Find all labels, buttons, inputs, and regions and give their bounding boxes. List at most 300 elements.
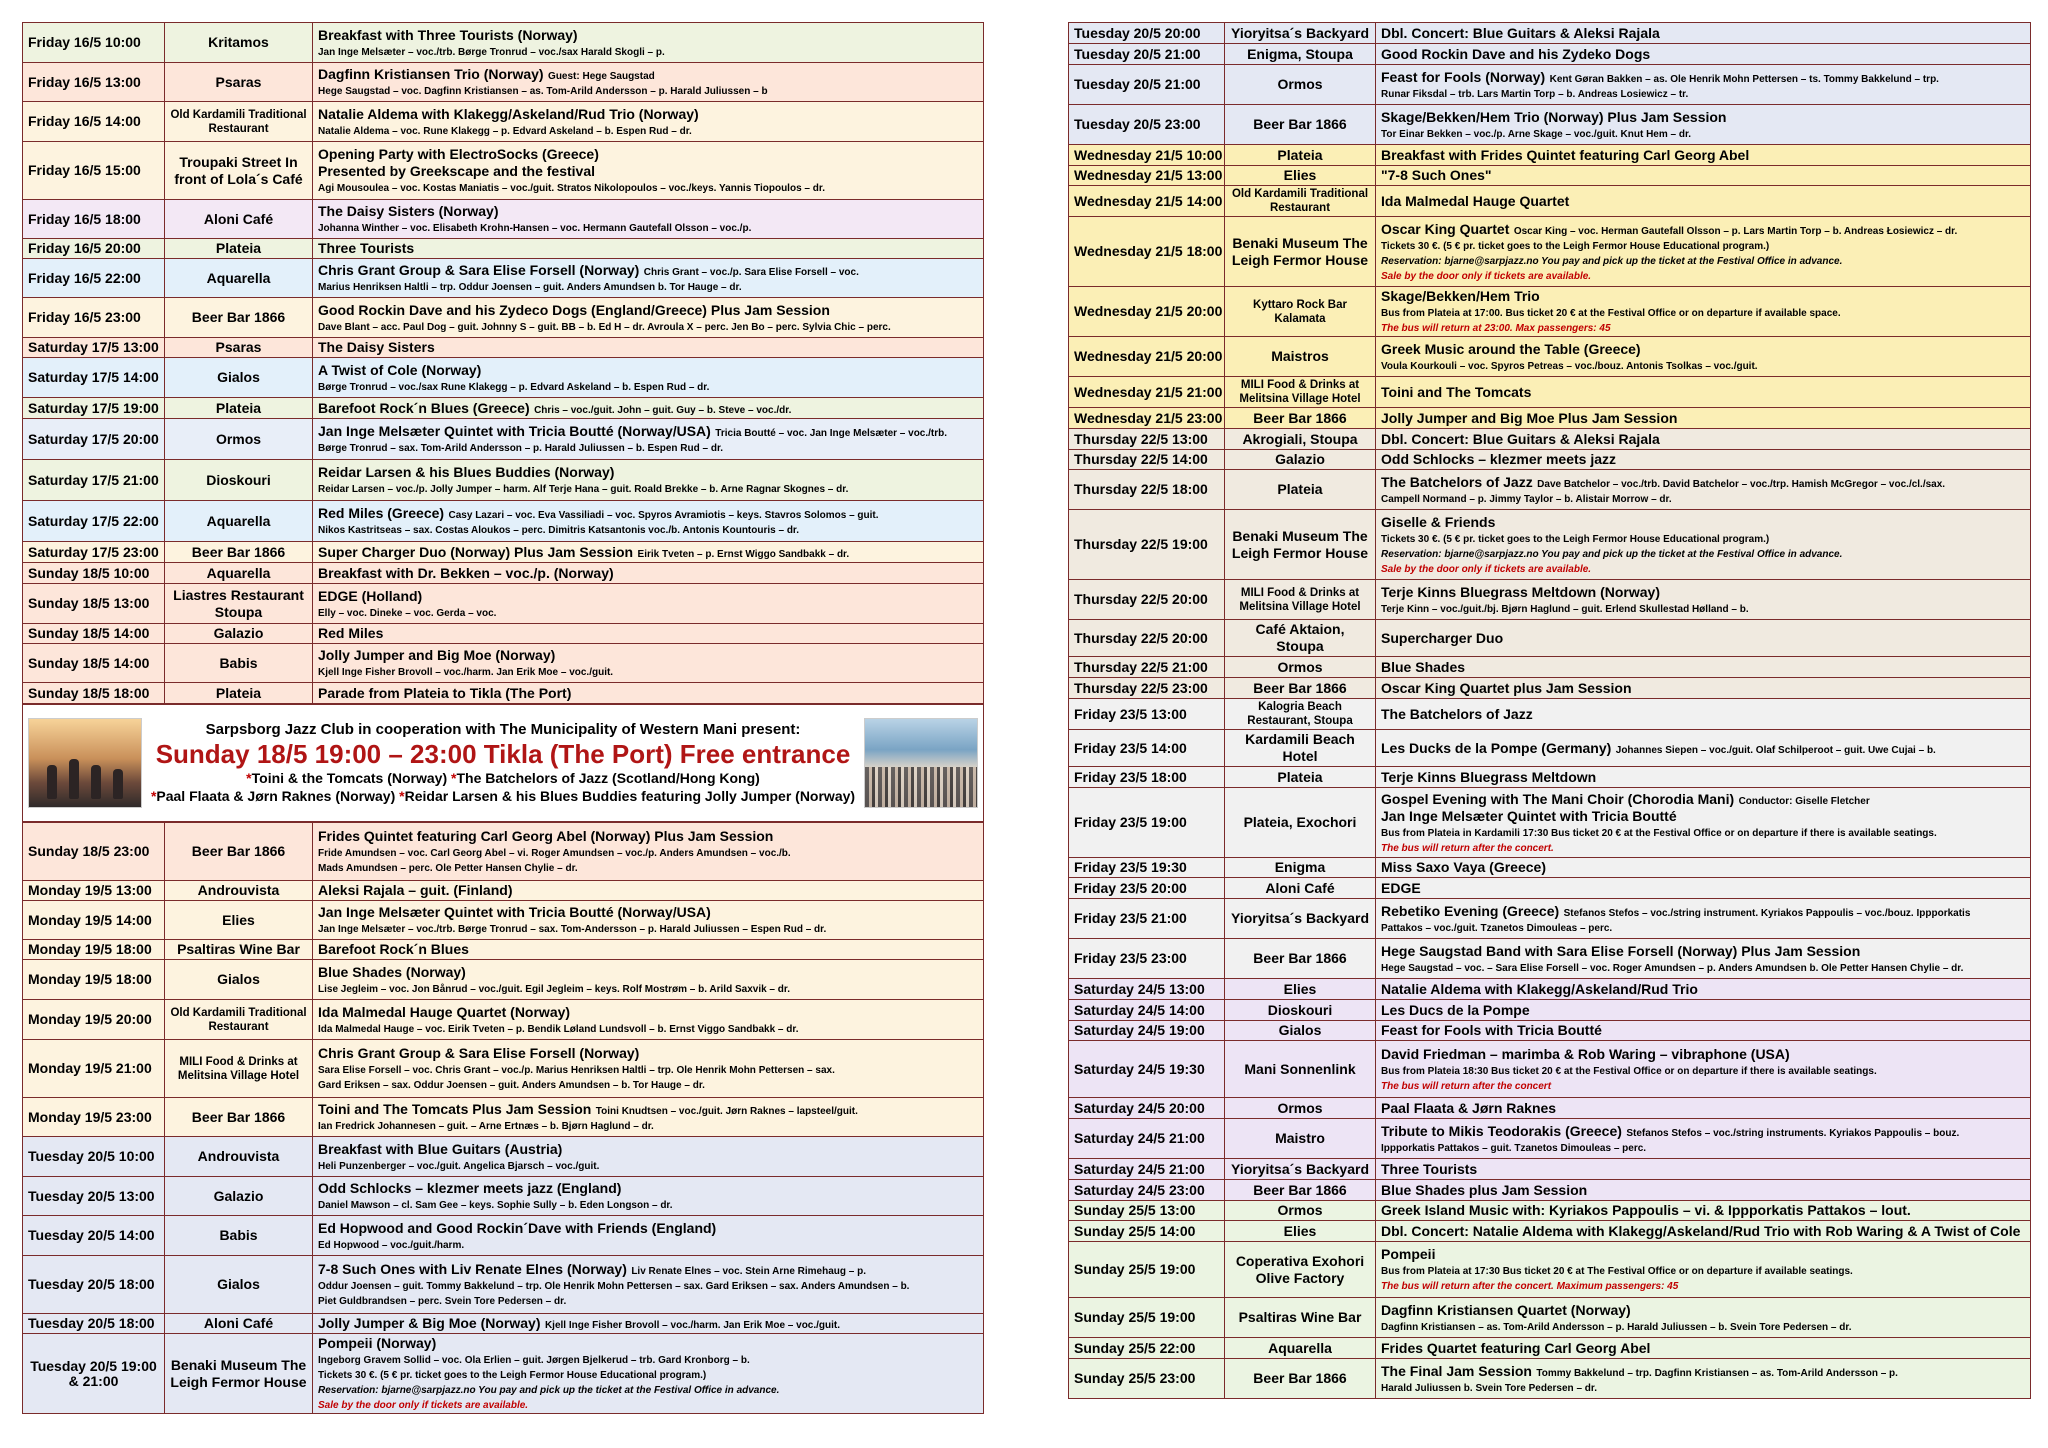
schedule-row <box>23 901 984 940</box>
act-title: Good Rockin Dave and his Zydeko Dogs <box>1381 45 1651 62</box>
schedule-row <box>1069 1098 2031 1119</box>
schedule-row <box>1069 1242 2031 1298</box>
row-act <box>1376 23 2031 44</box>
row-datetime: Sunday 18/5 14:00 <box>23 624 165 644</box>
act-title: Skage/Bekken/Hem Trio (Norway) Plus Jam Session <box>1381 108 1727 125</box>
row-venue: Akrogiali, Stoupa <box>1225 429 1376 450</box>
row-act <box>1376 1201 2031 1221</box>
schedule-row <box>23 823 984 881</box>
act-title: Oscar King Quartet plus Jam Session <box>1381 679 1632 696</box>
row-venue: Elies <box>1225 1221 1376 1242</box>
row-act <box>1376 620 2031 657</box>
row-venue: Plateia <box>165 398 313 419</box>
act-title: Red Miles <box>318 625 384 641</box>
act-details: Sara Elise Forsell – voc. Chris Grant – voc./p. Marius Henriksen Haltli – trp. Ole Henrik Mohn Pettersen – sax. <box>318 1065 835 1076</box>
row-datetime: Thursday 22/5 13:00 <box>1069 429 1225 450</box>
row-venue: Kritamos <box>165 23 313 63</box>
row-act <box>1376 730 2031 767</box>
row-venue: Gialos <box>165 1256 313 1314</box>
row-act <box>1376 166 2031 186</box>
act-details: Johanna Winther – voc. Elisabeth Krohn-Hansen – voc. Hermann Gautefall Olsson – voc./p. <box>318 223 752 234</box>
act-title: Barefoot Rock´n Blues (Greece) <box>318 399 530 416</box>
row-venue: Galazio <box>1225 450 1376 470</box>
act-title: Toini and The Tomcats Plus Jam Session <box>318 1101 592 1117</box>
act-details: Tor Einar Bekken – voc./p. Arne Skage – voc./guit. Knut Hem – dr. <box>1381 128 1692 140</box>
act-title: Hege Saugstad Band with Sara Elise Forsell (Norway) Plus Jam Session <box>1381 942 1861 959</box>
schedule-row <box>1069 510 2031 580</box>
sale-note: The bus will return after the concert. <box>1381 842 1554 854</box>
act-credits-inline: Chris Grant – voc./p. Sara Elise Forsell – voc. <box>643 267 859 278</box>
row-venue: Liastres Restaurant Stoupa <box>165 584 313 624</box>
row-venue: Androuvista <box>165 1137 313 1177</box>
bullet-star-icon: * <box>246 770 252 786</box>
act-title: Rebetiko Evening (Greece) <box>1381 902 1560 919</box>
act-title: Blue Shades (Norway) <box>318 963 466 980</box>
schedule-row <box>23 584 984 624</box>
schedule-row <box>23 1334 984 1414</box>
row-datetime: Monday 19/5 20:00 <box>23 1000 165 1040</box>
row-venue: Old Kardamili Traditional Restaurant <box>165 102 313 142</box>
row-datetime: Sunday 18/5 23:00 <box>23 823 165 881</box>
act-title: Supercharger Duo <box>1381 629 1504 646</box>
schedule-row <box>23 398 984 419</box>
act-details: Tickets 30 €. (5 € pr. ticket goes to the Leigh Fermor House Educational program.) <box>1381 240 1770 252</box>
act-credits-inline: Chris – voc./guit. John – guit. Guy – b. Steve – voc./dr. <box>534 404 792 416</box>
row-act <box>1376 939 2031 979</box>
row-act <box>1376 1041 2031 1098</box>
row-venue: Galazio <box>165 1177 313 1216</box>
row-venue: Beer Bar 1866 <box>1225 678 1376 699</box>
act-credits-inline: Stefanos Stefos – voc./string instruments. Kyriakos Pappoulis – bouz. <box>1626 1127 1960 1139</box>
schedule-row <box>23 1098 984 1137</box>
act-credits-inline: Liv Renate Elnes – voc. Stein Arne Rimehaug – p. <box>631 1266 867 1277</box>
row-datetime: Thursday 22/5 20:00 <box>1069 620 1225 657</box>
row-datetime: Friday 16/5 13:00 <box>23 63 165 102</box>
crowd-photo-image <box>864 718 978 808</box>
row-act <box>1376 510 2031 580</box>
schedule-row <box>1069 105 2031 145</box>
row-act <box>313 259 984 298</box>
schedule-row <box>1069 429 2031 450</box>
row-venue: Plateia <box>165 683 313 704</box>
schedule-row <box>23 200 984 239</box>
act-title: Jan Inge Melsæter Quintet with Tricia Boutté (Norway/USA) <box>318 423 711 439</box>
row-act <box>1376 408 2031 429</box>
schedule-row <box>1069 657 2031 678</box>
schedule-row <box>23 1000 984 1040</box>
row-venue: Plateia <box>1225 145 1376 166</box>
row-act <box>313 1098 984 1137</box>
act-title: Jolly Jumper & Big Moe (Norway) <box>318 1315 541 1331</box>
banner-line-2: Sunday 18/5 19:00 – 23:00 Tikla (The Port) Free entrance <box>155 739 851 769</box>
schedule-row <box>1069 145 2031 166</box>
act-title: Three Tourists <box>318 240 415 256</box>
schedule-row <box>1069 767 2031 788</box>
row-act <box>313 460 984 501</box>
row-venue: Plateia <box>1225 470 1376 510</box>
act-details: Børge Tronrud – voc./sax Rune Klakegg – p. Edvard Askeland – b. Espen Rud – dr. <box>318 381 710 393</box>
row-datetime: Saturday 24/5 14:00 <box>1069 1000 1225 1021</box>
row-datetime: Saturday 17/5 13:00 <box>23 338 165 358</box>
row-datetime: Monday 19/5 18:00 <box>23 940 165 960</box>
act-title: Terje Kinns Bluegrass Meltdown (Norway) <box>1381 583 1661 600</box>
row-venue: Psaras <box>165 63 313 102</box>
row-datetime: Thursday 22/5 14:00 <box>1069 450 1225 470</box>
row-act <box>313 23 984 63</box>
row-venue: Old Kardamili Traditional Restaurant <box>1225 186 1376 217</box>
row-datetime: Tuesday 20/5 18:00 <box>23 1256 165 1314</box>
row-act <box>1376 699 2031 730</box>
row-act <box>1376 145 2031 166</box>
schedule-row <box>1069 166 2031 186</box>
schedule-row <box>1069 1221 2031 1242</box>
act-title: Oscar King Quartet <box>1381 220 1510 237</box>
row-venue: Ormos <box>1225 657 1376 678</box>
schedule-row <box>23 338 984 358</box>
act-details: Jan Inge Melsæter – voc./trb. Børge Tronrud – voc./sax Harald Skogli – p. <box>318 46 665 58</box>
bullet-star-icon: * <box>451 770 457 786</box>
row-venue: Coperativa Exohori Olive Factory <box>1225 1242 1376 1298</box>
act-title: Toini and The Tomcats <box>1381 383 1532 400</box>
act-title: Jan Inge Melsæter Quintet with Tricia Boutté (Norway/USA) <box>318 904 711 920</box>
act-details: Bus from Plateia at 17:30 Bus ticket 20 € at The Festival Office or on departure if available seatings. <box>1381 1266 1853 1277</box>
act-details: Voula Kourkouli – voc. Spyros Petreas – voc./bouz. Antonis Tsolkas – voc./guit. <box>1381 360 1758 372</box>
row-datetime: Monday 19/5 13:00 <box>23 881 165 901</box>
schedule-row <box>1069 858 2031 878</box>
schedule-row <box>23 23 984 63</box>
act-title: Opening Party with ElectroSocks (Greece) <box>318 146 599 162</box>
act-title: Breakfast with Blue Guitars (Austria) <box>318 1140 563 1157</box>
row-venue: Yioryitsa´s Backyard <box>1225 1159 1376 1180</box>
sale-note: The bus will return after the concert. Maximum passengers: 45 <box>1381 1281 1679 1292</box>
act-details: Oddur Joensen – guit. Tommy Bakkelund – trp. Ole Henrik Mohn Pettersen – sax. Gard Eriksen – sax. Anders Amundsen – b. <box>318 1281 910 1292</box>
act-title: "7-8 Such Ones" <box>1381 167 1492 183</box>
act-title: A Twist of Cole (Norway) <box>318 361 482 378</box>
act-credits-inline: Tommy Bakkelund – trp. Dagfinn Kristiansen – as. Tom-Arild Andersson – p. <box>1536 1367 1898 1379</box>
schedule-row <box>1069 620 2031 657</box>
act-title: The Final Jam Session <box>1381 1362 1532 1379</box>
act-title: Breakfast with Three Tourists (Norway) <box>318 26 578 43</box>
schedule-table-right <box>1068 22 2031 1399</box>
schedule-row <box>1069 470 2031 510</box>
act-details: Hege Saugstad – voc. Dagfinn Kristiansen – as. Tom-Arild Andersson – p. Harald Juliussen – b <box>318 86 768 97</box>
sale-note: The bus will return at 23:00. Max passengers: 45 <box>1381 323 1611 334</box>
act-title: Odd Schlocks – klezmer meets jazz <box>1381 451 1616 467</box>
row-datetime: Wednesday 21/5 20:00 <box>1069 337 1225 377</box>
row-venue: Gialos <box>165 960 313 1000</box>
row-venue: Gialos <box>1225 1021 1376 1041</box>
row-act <box>1376 1298 2031 1338</box>
row-datetime: Tuesday 20/5 21:00 <box>1069 65 1225 105</box>
schedule-row <box>1069 1338 2031 1359</box>
row-datetime: Saturday 24/5 19:30 <box>1069 1041 1225 1098</box>
row-act <box>1376 580 2031 620</box>
schedule-row <box>1069 939 2031 979</box>
act-credits-inline: Kent Gøran Bakken – as. Ole Henrik Mohn Pettersen – ts. Tommy Bakkelund – trp. <box>1549 73 1939 85</box>
act-details: Runar Fiksdal – trb. Lars Martin Torp – b. Andreas Losiewicz – tr. <box>1381 88 1689 100</box>
act-details: Bus from Plateia 18:30 Bus ticket 20 € at the Festival Office or on departure if there is available seatings. <box>1381 1065 1877 1077</box>
act-title: Les Ducs de la Pompe <box>1381 1001 1530 1018</box>
schedule-row <box>1069 979 2031 1000</box>
row-datetime: Saturday 24/5 21:00 <box>1069 1159 1225 1180</box>
row-venue: Aloni Café <box>1225 878 1376 899</box>
row-act <box>1376 1119 2031 1159</box>
row-venue: Babis <box>165 644 313 683</box>
schedule-row <box>23 683 984 704</box>
row-venue: Elies <box>1225 166 1376 186</box>
row-act <box>1376 1180 2031 1201</box>
row-venue: Plateia, Exochori <box>1225 788 1376 858</box>
act-title: Ida Malmedal Hauge Quartet (Norway) <box>318 1003 571 1020</box>
row-venue: Ormos <box>165 419 313 460</box>
row-act <box>1376 678 2031 699</box>
row-datetime: Wednesday 21/5 10:00 <box>1069 145 1225 166</box>
act-title: Dbl. Concert: Blue Guitars & Aleksi Rajala <box>1381 430 1660 447</box>
row-act <box>1376 429 2031 450</box>
row-venue: Ormos <box>1225 65 1376 105</box>
row-datetime: Saturday 24/5 20:00 <box>1069 1098 1225 1119</box>
row-act <box>313 338 984 358</box>
row-act <box>313 624 984 644</box>
act-details: Ippporkatis Pattakos – guit. Tzanetos Dimouleas – perc. <box>1381 1142 1647 1154</box>
schedule-row <box>23 1177 984 1216</box>
banner-line-4: *Paal Flaata & Jørn Raknes (Norway) *Reidar Larsen & his Blues Buddies featuring Jolly Jumper (Norway) <box>150 788 856 804</box>
row-act <box>1376 450 2031 470</box>
row-venue: Beer Bar 1866 <box>1225 1359 1376 1399</box>
row-venue: Benaki Museum The Leigh Fermor House <box>165 1334 313 1414</box>
row-venue: Aloni Café <box>165 1314 313 1334</box>
row-venue: Galazio <box>165 624 313 644</box>
row-act <box>1376 65 2031 105</box>
row-venue: Maistros <box>1225 337 1376 377</box>
row-act <box>1376 287 2031 337</box>
act-details: Natalie Aldema – voc. Rune Klakegg – p. Edvard Askeland – b. Espen Rud – dr. <box>318 125 692 137</box>
row-act <box>313 1000 984 1040</box>
schedule-row <box>23 1216 984 1256</box>
sale-note: The bus will return after the concert <box>1381 1080 1552 1092</box>
act-title: Pompeii <box>1381 1246 1436 1262</box>
row-venue: Babis <box>165 1216 313 1256</box>
row-datetime: Friday 16/5 22:00 <box>23 259 165 298</box>
act-title: Natalie Aldema with Klakegg/Askeland/Rud Trio (Norway) <box>318 105 699 122</box>
row-venue: Kyttaro Rock Bar Kalamata <box>1225 287 1376 337</box>
banner-text <box>142 721 864 805</box>
schedule-row <box>23 542 984 563</box>
schedule-row <box>23 1137 984 1177</box>
act-title: Jolly Jumper and Big Moe Plus Jam Session <box>1381 409 1678 426</box>
left-column <box>22 22 984 1414</box>
act-title: Red Miles (Greece) <box>318 505 445 521</box>
schedule-row <box>23 358 984 398</box>
row-datetime: Wednesday 21/5 14:00 <box>1069 186 1225 217</box>
row-datetime: Friday 16/5 14:00 <box>23 102 165 142</box>
row-venue: Benaki Museum The Leigh Fermor House <box>1225 217 1376 287</box>
row-act <box>1376 767 2031 788</box>
act-details: Harald Juliussen b. Svein Tore Pedersen – dr. <box>1381 1382 1598 1394</box>
act-credits-inline: Oscar King – voc. Herman Gautefall Olsson – p. Lars Martin Torp – b. Andreas Łosiewicz – dr. <box>1513 225 1958 237</box>
act-details: Ida Malmedal Hauge – voc. Eirik Tveten – p. Bendik Løland Lundsvoll – b. Ernst Viggo Sandbakk – dr. <box>318 1023 799 1035</box>
act-title: The Batchelors of Jazz <box>1381 473 1533 490</box>
schedule-row <box>23 460 984 501</box>
row-datetime: Tuesday 20/5 10:00 <box>23 1137 165 1177</box>
act-details: Agi Mousoulea – voc. Kostas Maniatis – voc./guit. Stratos Nikolopoulos – voc./keys. Yannis Tiopoulos – dr. <box>318 183 825 194</box>
act-title-second: Presented by Greekscape and the festival <box>318 163 596 179</box>
act-title: David Friedman – marimba & Rob Waring – vibraphone (USA) <box>1381 1045 1790 1062</box>
row-act <box>313 1137 984 1177</box>
act-credits-inline: Stefanos Stefos – voc./string instrument. Kyriakos Pappoulis – voc./bouz. Ippporkatis <box>1563 907 1971 919</box>
act-details: Nikos Kastritseas – sax. Costas Aloukos – perc. Dimitris Katsantonis voc./b. Antonis Kountouris – dr. <box>318 525 800 536</box>
row-venue: Yioryitsa´s Backyard <box>1225 23 1376 44</box>
row-act <box>1376 788 2031 858</box>
act-title: Terje Kinns Bluegrass Meltdown <box>1381 768 1597 785</box>
act-details: Daniel Mawson – cl. Sam Gee – keys. Sophie Sully – b. Eden Longson – dr. <box>318 1200 673 1211</box>
act-title: Pompeii (Norway) <box>318 1335 437 1351</box>
row-datetime: Sunday 25/5 19:00 <box>1069 1242 1225 1298</box>
act-title: Giselle & Friends <box>1381 513 1496 530</box>
row-act <box>1376 337 2031 377</box>
act-title: Dagfinn Kristiansen Quartet (Norway) <box>1381 1301 1631 1318</box>
row-venue: Ormos <box>1225 1201 1376 1221</box>
row-venue: Yioryitsa´s Backyard <box>1225 899 1376 939</box>
act-title: Jolly Jumper and Big Moe (Norway) <box>318 647 556 663</box>
act-details: Ian Fredrick Johannesen – guit. – Arne Ertnæs – b. Bjørn Haglund – dr. <box>318 1121 654 1132</box>
sale-note: Sale by the door only if tickets are available. <box>1381 270 1592 282</box>
act-title: Reidar Larsen & his Blues Buddies (Norway) <box>318 464 615 480</box>
row-act <box>313 239 984 259</box>
schedule-row <box>1069 408 2031 429</box>
sale-note: Sale by the door only if tickets are available. <box>318 1400 529 1411</box>
row-act <box>313 563 984 584</box>
act-title: 7-8 Such Ones with Liv Renate Elnes (Norway) <box>318 1261 627 1277</box>
row-venue: Café Aktaion, Stoupa <box>1225 620 1376 657</box>
act-details: Tickets 30 €. (5 € pr. ticket goes to the Leigh Fermor House Educational program.) <box>1381 533 1770 545</box>
row-datetime: Sunday 18/5 13:00 <box>23 584 165 624</box>
row-datetime: Friday 23/5 23:00 <box>1069 939 1225 979</box>
act-title: Dbl. Concert: Blue Guitars & Aleksi Rajala <box>1381 24 1660 41</box>
row-datetime: Saturday 17/5 23:00 <box>23 542 165 563</box>
schedule-row <box>1069 678 2031 699</box>
row-act <box>313 683 984 704</box>
schedule-row <box>23 419 984 460</box>
act-title: Ida Malmedal Hauge Quartet <box>1381 192 1570 209</box>
row-act <box>313 501 984 542</box>
act-title: Tribute to Mikis Teodorakis (Greece) <box>1381 1122 1622 1139</box>
sale-note: Sale by the door only if tickets are available. <box>1381 563 1592 575</box>
row-datetime: Sunday 18/5 10:00 <box>23 563 165 584</box>
row-venue: Dioskouri <box>165 460 313 501</box>
act-title: Frides Quintet featuring Carl Georg Abel (Norway) Plus Jam Session <box>318 828 774 844</box>
row-act <box>1376 377 2031 408</box>
act-title: Blue Shades plus Jam Session <box>1381 1181 1588 1198</box>
row-venue: Enigma, Stoupa <box>1225 44 1376 65</box>
schedule-row <box>1069 337 2031 377</box>
schedule-row <box>1069 287 2031 337</box>
bullet-star-icon: * <box>150 788 157 804</box>
row-datetime: Saturday 24/5 13:00 <box>1069 979 1225 1000</box>
row-datetime: Sunday 25/5 14:00 <box>1069 1221 1225 1242</box>
act-details: Dave Blant – acc. Paul Dog – guit. Johnny S – guit. BB – b. Ed H – dr. Avroula X – perc. Jen Bo – perc. Sylvia Chic – perc. <box>318 321 891 333</box>
row-act <box>1376 979 2031 1000</box>
row-venue: Beer Bar 1866 <box>165 823 313 881</box>
row-datetime: Sunday 18/5 14:00 <box>23 644 165 683</box>
schedule-table-left-bottom <box>22 822 984 1414</box>
schedule-row <box>23 881 984 901</box>
row-act <box>1376 1159 2031 1180</box>
row-act <box>1376 44 2031 65</box>
row-act <box>313 644 984 683</box>
row-venue: Dioskouri <box>1225 1000 1376 1021</box>
schedule-row <box>23 102 984 142</box>
row-datetime: Friday 23/5 20:00 <box>1069 878 1225 899</box>
row-datetime: Saturday 17/5 21:00 <box>23 460 165 501</box>
row-act <box>313 1256 984 1314</box>
row-act <box>313 1334 984 1414</box>
act-title: Barefoot Rock´n Blues <box>318 941 469 957</box>
act-details: Bus from Plateia at 17:00. Bus ticket 20 € at the Festival Office or on departure if available space. <box>1381 308 1841 319</box>
row-venue: Elies <box>165 901 313 940</box>
row-act <box>313 102 984 142</box>
row-act <box>1376 878 2031 899</box>
act-title: Blue Shades <box>1381 658 1466 675</box>
act-details: Piet Guldbrandsen – perc. Svein Tore Pedersen – dr. <box>318 1296 567 1307</box>
schedule-row <box>1069 580 2031 620</box>
act-title: The Batchelors of Jazz <box>1381 705 1533 722</box>
row-datetime: Monday 19/5 18:00 <box>23 960 165 1000</box>
schedule-row <box>23 298 984 338</box>
banner-cell <box>23 705 984 822</box>
row-act <box>313 901 984 940</box>
row-act <box>313 1216 984 1256</box>
row-venue: MILI Food & Drinks at Melitsina Village Hotel <box>1225 580 1376 620</box>
row-datetime: Friday 16/5 18:00 <box>23 200 165 239</box>
act-details: Kjell Inge Fisher Brovoll – voc./harm. Jan Erik Moe – voc./guit. <box>318 667 614 678</box>
act-credits-inline: Kjell Inge Fisher Brovoll – voc./harm. Jan Erik Moe – voc./guit. <box>544 1320 841 1331</box>
act-credits-inline: Guest: Hege Saugstad <box>548 71 655 82</box>
act-details: Mads Amundsen – perc. Ole Petter Hansen Chylie – dr. <box>318 863 578 874</box>
act-title: Odd Schlocks – klezmer meets jazz (England) <box>318 1180 622 1196</box>
schedule-table-left-top <box>22 22 984 704</box>
row-act <box>1376 1021 2031 1041</box>
row-venue: Beer Bar 1866 <box>165 542 313 563</box>
row-venue: Psaltiras Wine Bar <box>1225 1298 1376 1338</box>
schedule-row <box>23 1314 984 1334</box>
row-datetime: Monday 19/5 21:00 <box>23 1040 165 1098</box>
act-details: Elly – voc. Dineke – voc. Gerda – voc. <box>318 607 497 619</box>
row-datetime: Tuesday 20/5 23:00 <box>1069 105 1225 145</box>
row-venue: Mani Sonnenlink <box>1225 1041 1376 1098</box>
row-act <box>1376 186 2031 217</box>
schedule-row <box>1069 1041 2031 1098</box>
row-venue: Kardamili Beach Hotel <box>1225 730 1376 767</box>
schedule-row <box>1069 1201 2031 1221</box>
act-title: Feast for Fools (Norway) <box>1381 68 1546 85</box>
row-datetime: Thursday 22/5 18:00 <box>1069 470 1225 510</box>
row-venue: Psaltiras Wine Bar <box>165 940 313 960</box>
act-details: Fride Amundsen – voc. Carl Georg Abel – vi. Roger Amundsen – voc./p. Anders Amundsen – voc./b. <box>318 848 791 859</box>
row-datetime: Saturday 17/5 20:00 <box>23 419 165 460</box>
reservation-note: Reservation: bjarne@sarpjazz.no You pay and pick up the ticket at the Festival Office in advance. <box>1381 255 1843 267</box>
schedule-row <box>23 259 984 298</box>
act-credits-inline: Eirik Tveten – p. Ernst Wiggo Sandbakk – dr. <box>637 548 850 560</box>
row-venue: MILI Food & Drinks at Melitsina Village Hotel <box>1225 377 1376 408</box>
schedule-row <box>23 239 984 259</box>
act-credits-inline: Toini Knudtsen – voc./guit. Jørn Raknes – lapsteel/guit. <box>595 1106 858 1117</box>
row-datetime: Saturday 24/5 19:00 <box>1069 1021 1225 1041</box>
row-act <box>313 358 984 398</box>
schedule-row <box>1069 878 2031 899</box>
act-title: Ed Hopwood and Good Rockin´Dave with Friends (England) <box>318 1219 717 1236</box>
act-details: Reidar Larsen – voc./p. Jolly Jumper – harm. Alf Terje Hana – guit. Roald Brekke – b. Arne Ragnar Skognes – dr. <box>318 484 849 495</box>
